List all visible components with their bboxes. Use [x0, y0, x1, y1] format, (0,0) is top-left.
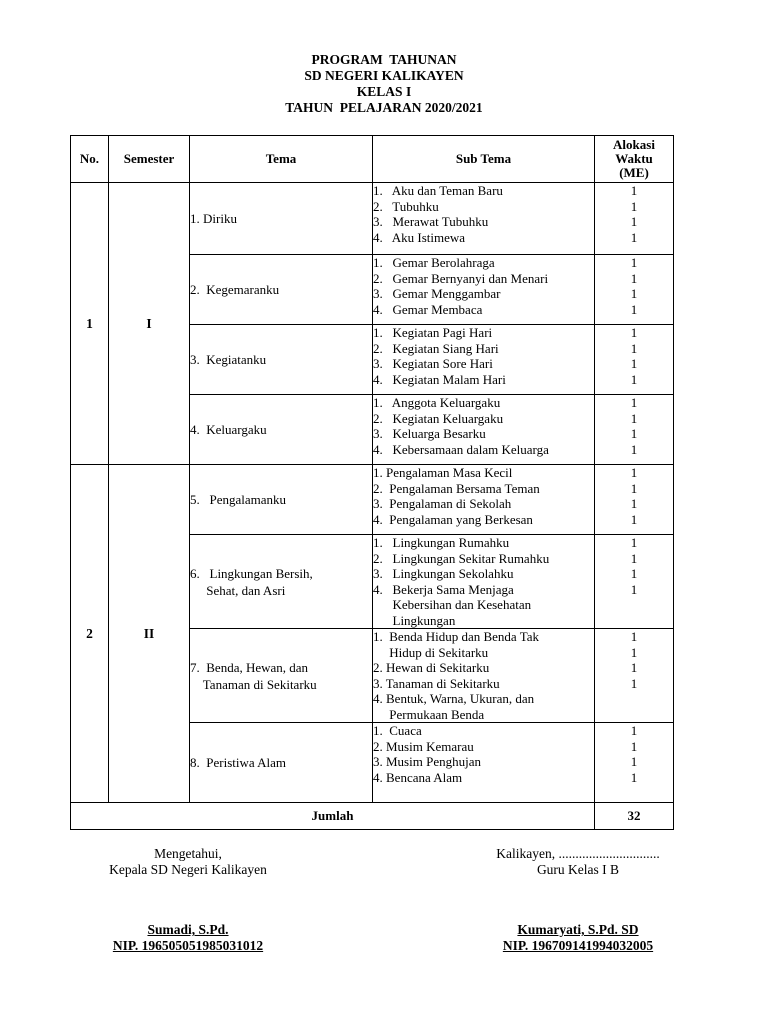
total-label: Jumlah — [71, 803, 595, 830]
alokasi-value: 1 — [630, 644, 638, 660]
alokasi-value: 1 — [630, 675, 638, 691]
sig-left-line1: Mengetahui, — [154, 846, 222, 861]
alokasi-value: 1 — [630, 286, 638, 301]
header-alokasi-line2: Waktu — [615, 151, 653, 166]
alokasi-value: 1 — [630, 371, 638, 387]
alokasi-value: 1 — [630, 738, 638, 754]
sub-tema-item: 2. Pengalaman Bersama Teman — [373, 480, 540, 496]
document-header — [0, 52, 768, 116]
sub-tema-item: 2. Kegiatan Keluargaku — [373, 410, 504, 426]
alokasi-value: 1 — [630, 723, 638, 738]
alokasi-value: 1 — [630, 566, 638, 581]
sub-tema-item: 3. Lingkungan Sekolahku — [373, 566, 514, 581]
cell-alokasi — [595, 255, 674, 325]
cell-no: 2 — [71, 465, 109, 803]
sub-tema-item: 3. Musim Penghujan — [373, 754, 481, 769]
sub-tema-item: 3. Gemar Menggambar — [373, 286, 501, 301]
sub-tema-item: 2. Kegiatan Siang Hari — [373, 340, 499, 356]
sub-tema-item: 4. Bencana Alam — [373, 769, 463, 785]
sub-tema-item: Lingkungan — [373, 612, 456, 628]
sig-left-line2: Kepala SD Negeri Kalikayen — [109, 862, 267, 877]
sub-tema-item: 2. Musim Kemarau — [373, 738, 474, 754]
cell-sub-tema — [373, 535, 595, 629]
sub-tema-item: 3. Pengalaman di Sekolah — [373, 496, 512, 511]
cell-tema — [190, 629, 373, 723]
sub-tema-item: 2. Gemar Bernyanyi dan Menari — [373, 270, 549, 286]
tema-line: 5. Pengalamanku — [190, 492, 287, 507]
alokasi-value: 1 — [630, 581, 638, 597]
signature-right-name-block — [478, 922, 678, 954]
alokasi-value: 1 — [630, 480, 638, 496]
sub-tema-item: 4. Bentuk, Warna, Ukuran, dan — [373, 691, 535, 706]
header-sub-tema: Sub Tema — [373, 136, 595, 183]
header-alokasi-line3: (ME) — [619, 165, 649, 180]
sub-tema-item: 3. Keluarga Besarku — [373, 426, 486, 441]
alokasi-value: 1 — [630, 550, 638, 566]
alokasi-value: 1 — [630, 270, 638, 286]
program-table — [70, 135, 674, 830]
sub-tema-item: 4. Kebersamaan dalam Keluarga — [373, 441, 549, 457]
sub-tema-item: Kebersihan dan Kesehatan — [373, 597, 532, 612]
cell-no: 1 — [71, 183, 109, 465]
sub-tema-item: 2. Hewan di Sekitarku — [373, 660, 490, 675]
header-alokasi — [595, 136, 674, 183]
tema-line: Tanaman di Sekitarku — [190, 676, 317, 692]
signature-left-name-block — [78, 922, 298, 954]
sub-tema-item: 1. Lingkungan Rumahku — [373, 535, 510, 550]
header-title: PROGRAM TAHUNAN — [311, 52, 457, 67]
sub-tema-item: 4. Kegiatan Malam Hari — [373, 371, 506, 387]
sub-tema-item: Hidup di Sekitarku — [373, 644, 489, 660]
header-year: TAHUN PELAJARAN 2020/2021 — [285, 100, 483, 115]
sig-right-name: Kumaryati, S.Pd. SD — [517, 922, 639, 937]
sub-tema-item: 1. Anggota Keluargaku — [373, 395, 501, 410]
alokasi-value: 1 — [630, 660, 638, 675]
tema-line: 1. Diriku — [190, 211, 237, 226]
cell-alokasi — [595, 325, 674, 395]
cell-alokasi — [595, 395, 674, 465]
cell-sub-tema — [373, 183, 595, 255]
alokasi-value: 1 — [630, 325, 638, 340]
alokasi-value: 1 — [630, 183, 638, 198]
alokasi-value: 1 — [630, 441, 638, 457]
table-row — [71, 183, 674, 255]
table-header-row — [71, 136, 674, 183]
cell-alokasi — [595, 629, 674, 723]
sub-tema-item: 2. Lingkungan Sekitar Rumahku — [373, 550, 550, 566]
alokasi-value: 1 — [630, 426, 638, 441]
cell-tema — [190, 183, 373, 255]
tema-line: 8. Peristiwa Alam — [190, 755, 287, 770]
sub-tema-item: 4. Gemar Membaca — [373, 301, 483, 317]
sub-tema-item: 1. Cuaca — [373, 723, 422, 738]
sub-tema-item: 1. Kegiatan Pagi Hari — [373, 325, 493, 340]
total-row — [71, 803, 674, 830]
sig-right-line2: Guru Kelas I B — [536, 862, 620, 877]
sub-tema-item: 1. Pengalaman Masa Kecil — [373, 465, 513, 480]
header-class: KELAS I — [356, 84, 412, 99]
cell-sub-tema — [373, 723, 595, 803]
cell-tema — [190, 535, 373, 629]
alokasi-value: 1 — [630, 356, 638, 371]
cell-semester: II — [109, 465, 190, 803]
sub-tema-item: 3. Merawat Tubuhku — [373, 214, 489, 229]
header-semester: Semester — [109, 136, 190, 183]
signature-right — [478, 846, 678, 878]
tema-line: 3. Kegiatanku — [190, 352, 267, 367]
cell-tema — [190, 723, 373, 803]
cell-alokasi — [595, 723, 674, 803]
sub-tema-item: 1. Aku dan Teman Baru — [373, 183, 503, 198]
alokasi-value: 1 — [630, 340, 638, 356]
alokasi-value: 1 — [630, 769, 638, 785]
table-row — [71, 465, 674, 535]
header-alokasi-line1: Alokasi — [613, 137, 655, 152]
alokasi-value: 1 — [630, 465, 638, 480]
sub-tema-item: 1. Gemar Berolahraga — [373, 255, 495, 270]
sub-tema-item: 1. Benda Hidup dan Benda Tak — [373, 629, 540, 644]
tema-line: 4. Keluargaku — [190, 422, 267, 437]
sub-tema-item: Permukaan Benda — [373, 706, 485, 722]
cell-alokasi — [595, 535, 674, 629]
signature-left — [78, 846, 298, 878]
cell-sub-tema — [373, 395, 595, 465]
sig-left-nip: NIP. 196505051985031012 — [112, 938, 264, 953]
header-school: SD NEGERI KALIKAYEN — [304, 68, 464, 83]
sig-right-nip: NIP. 196709141994032005 — [502, 938, 654, 953]
cell-sub-tema — [373, 325, 595, 395]
sub-tema-item: 3. Kegiatan Sore Hari — [373, 356, 493, 371]
tema-line: 6. Lingkungan Bersih, — [190, 565, 313, 581]
alokasi-value: 1 — [630, 301, 638, 317]
alokasi-value: 1 — [630, 229, 638, 245]
header-tema: Tema — [190, 136, 373, 183]
cell-sub-tema — [373, 629, 595, 723]
alokasi-value: 1 — [630, 214, 638, 229]
sub-tema-item: 4. Bekerja Sama Menjaga — [373, 581, 514, 597]
header-no: No. — [71, 136, 109, 183]
sub-tema-item: 3. Tanaman di Sekitarku — [373, 675, 500, 691]
alokasi-value: 1 — [630, 496, 638, 511]
cell-alokasi — [595, 465, 674, 535]
cell-sub-tema — [373, 255, 595, 325]
alokasi-value: 1 — [630, 535, 638, 550]
cell-tema — [190, 465, 373, 535]
sig-right-line1: Kalikayen, .............................. — [496, 846, 660, 861]
sub-tema-item: 4. Pengalaman yang Berkesan — [373, 511, 533, 527]
cell-semester: I — [109, 183, 190, 465]
sub-tema-item: 4. Aku Istimewa — [373, 229, 466, 245]
alokasi-value: 1 — [630, 754, 638, 769]
tema-line: 2. Kegemaranku — [190, 282, 280, 297]
cell-tema — [190, 255, 373, 325]
sig-left-name: Sumadi, S.Pd. — [147, 922, 229, 937]
alokasi-value: 1 — [630, 255, 638, 270]
alokasi-value: 1 — [630, 395, 638, 410]
cell-alokasi — [595, 183, 674, 255]
alokasi-value: 1 — [630, 511, 638, 527]
cell-tema — [190, 325, 373, 395]
alokasi-value: 1 — [630, 198, 638, 214]
total-value: 32 — [595, 803, 674, 830]
tema-line: 7. Benda, Hewan, dan — [190, 659, 309, 675]
cell-tema — [190, 395, 373, 465]
alokasi-value: 1 — [630, 629, 638, 644]
sub-tema-item: 2. Tubuhku — [373, 198, 439, 214]
alokasi-value: 1 — [630, 410, 638, 426]
tema-line: Sehat, dan Asri — [190, 582, 286, 598]
cell-sub-tema — [373, 465, 595, 535]
